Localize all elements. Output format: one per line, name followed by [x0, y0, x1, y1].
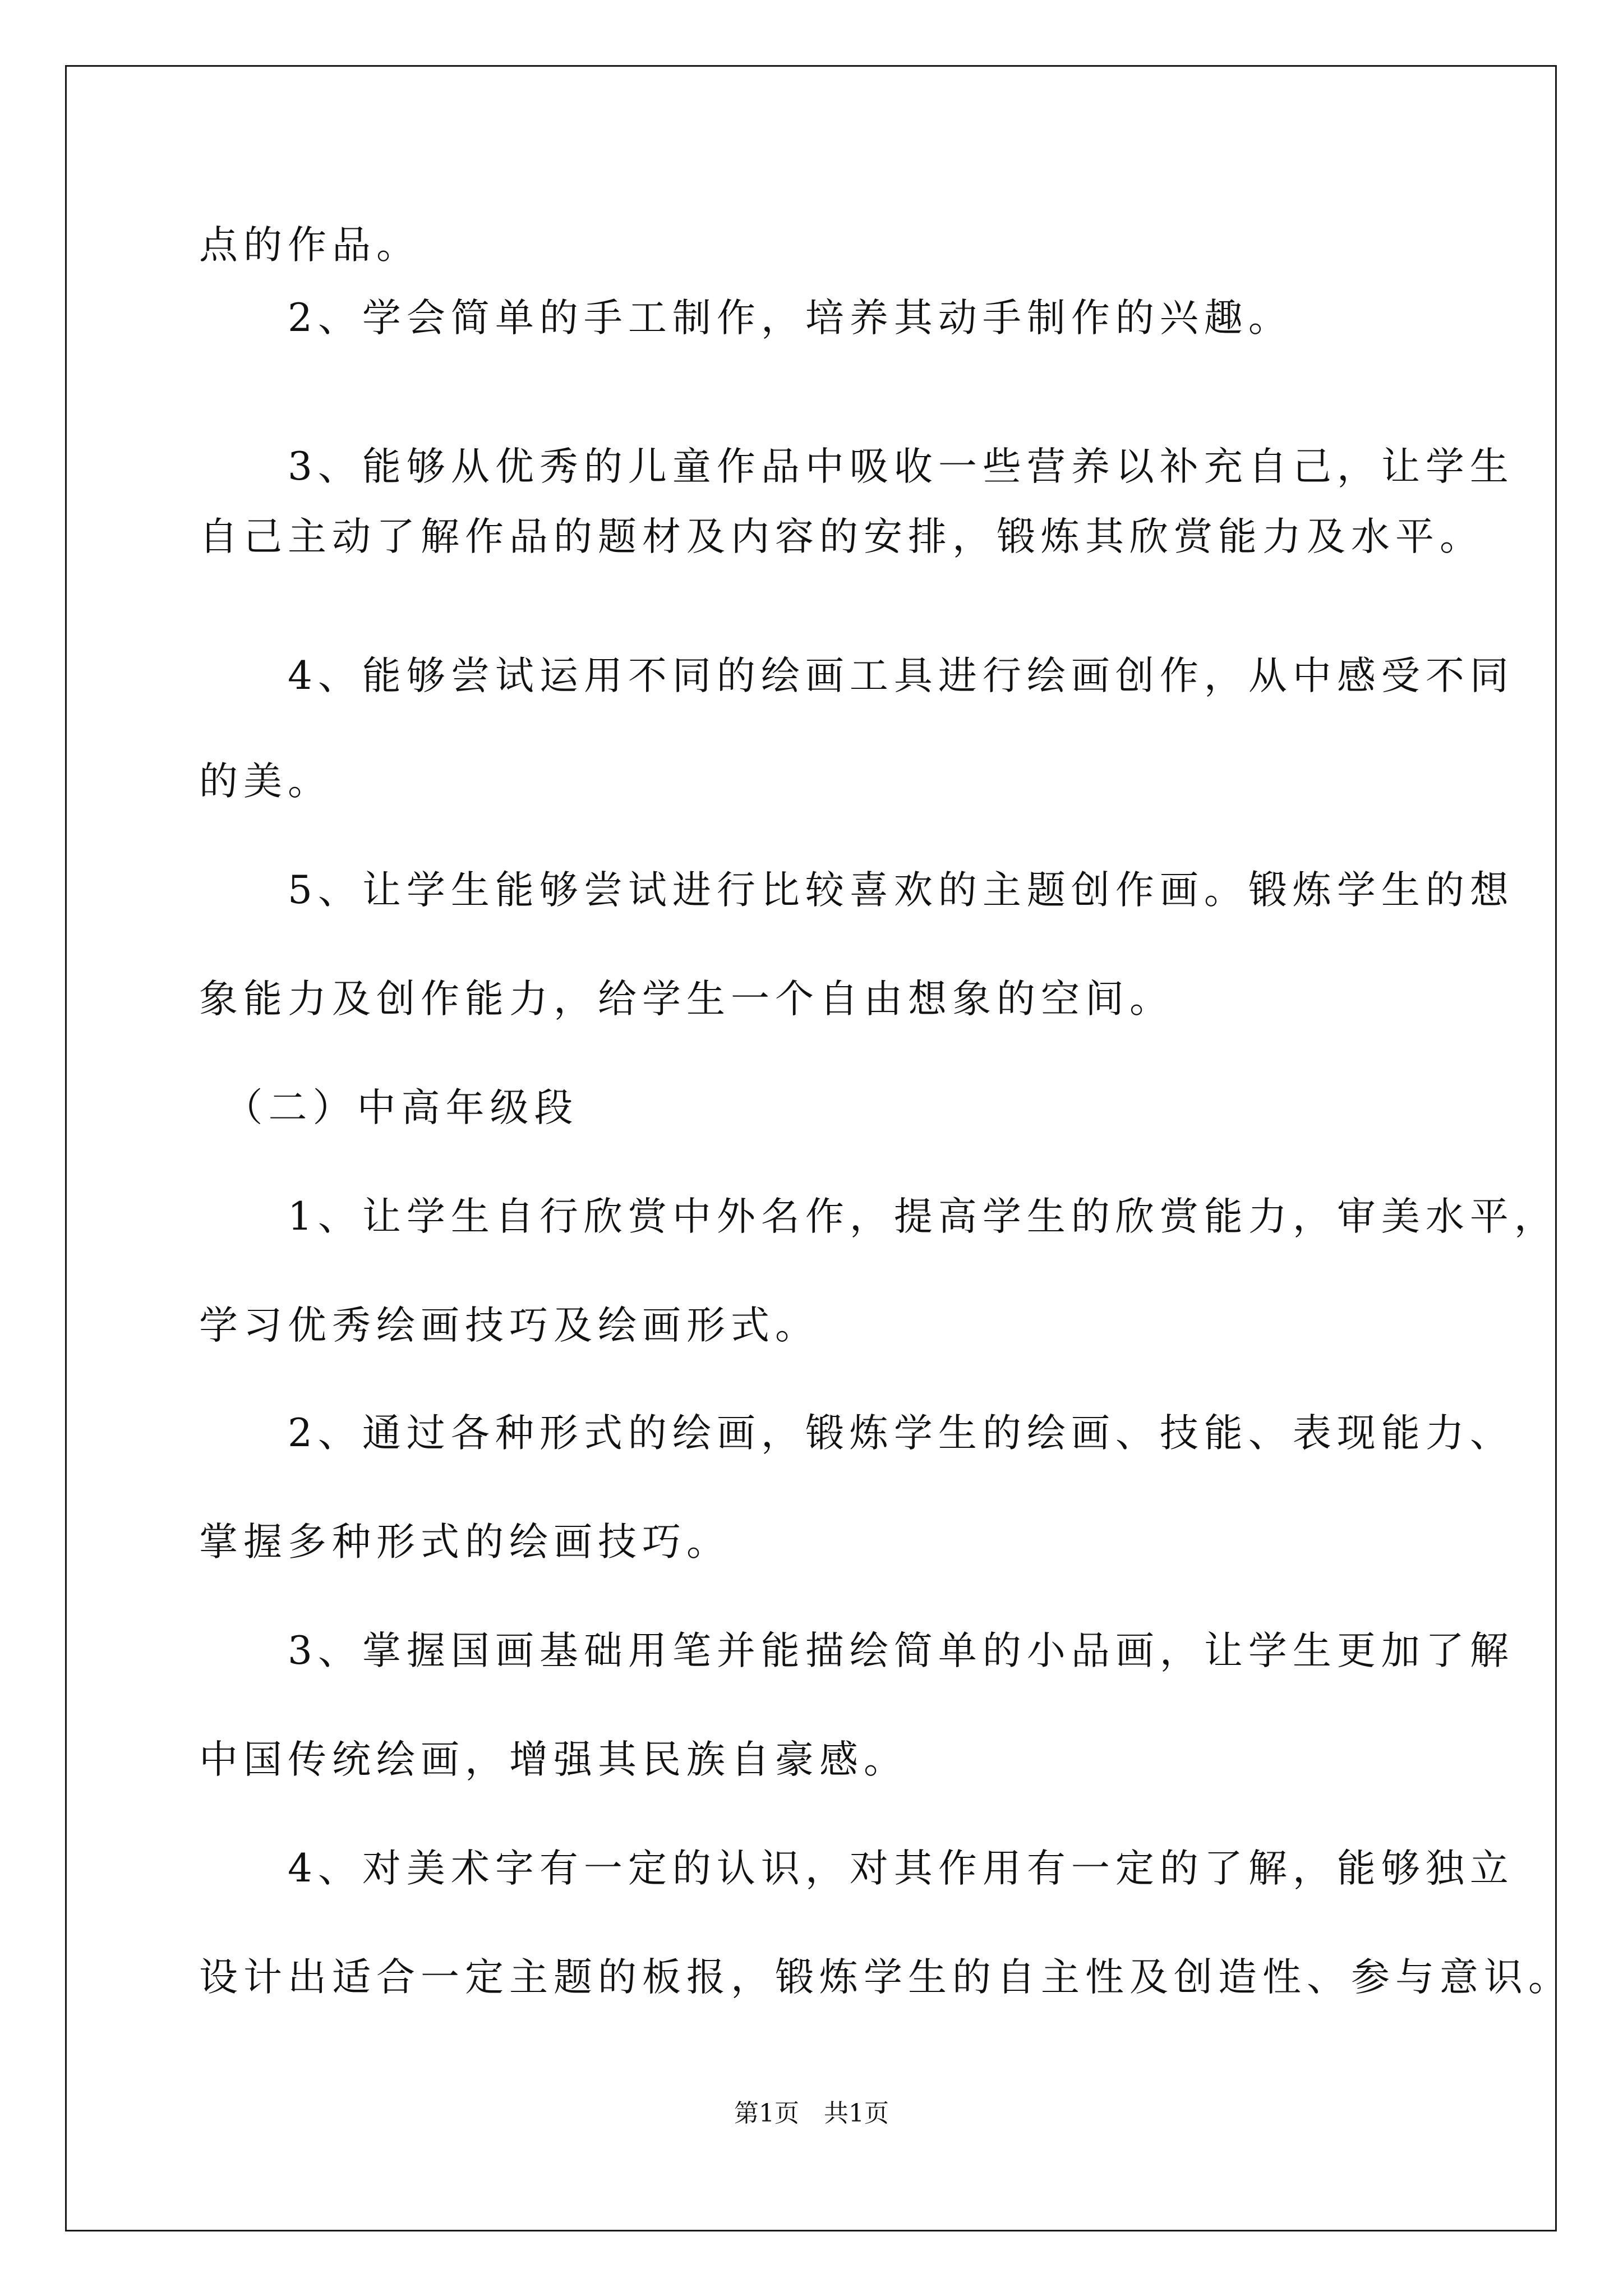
section-heading: （二）中高年级段 — [199, 1085, 579, 1130]
body-text-line: 4、能够尝试运用不同的绘画工具进行绘画创作，从中感受不同 — [199, 654, 1514, 698]
body-text-line: 1、让学生自行欣赏中外名作，提高学生的欣赏能力，审美水平， — [199, 1194, 1559, 1239]
body-text-line: 学习优秀绘画技巧及绘画形式。 — [199, 1303, 819, 1348]
body-text-line: 自己主动了解作品的题材及内容的安排，锻炼其欣赏能力及水平。 — [199, 514, 1484, 559]
body-text-line: 4、对美术字有一定的认识，对其作用有一定的了解，能够独立 — [199, 1846, 1514, 1891]
body-text-line: 点的作品。 — [199, 223, 421, 268]
body-text-line: 2、学会简单的手工制作，培养其动手制作的兴趣。 — [199, 296, 1293, 341]
body-text-line: 2、通过各种形式的绘画，锻炼学生的绘画、技能、表现能力、 — [199, 1411, 1514, 1456]
body-text-line: 3、掌握国画基础用笔并能描绘简单的小品画，让学生更加了解 — [199, 1628, 1514, 1673]
body-text-line: 中国传统绘画，增强其民族自豪感。 — [199, 1737, 908, 1782]
page-border — [65, 65, 1557, 2231]
body-text-line: 设计出适合一定主题的板报，锻炼学生的自主性及创造性、参与意识。 — [199, 1955, 1573, 2000]
page-number-footer: 第1页 共1页 — [734, 2099, 889, 2128]
body-text-line: 掌握多种形式的绘画技巧。 — [199, 1520, 731, 1565]
body-text-line: 5、让学生能够尝试进行比较喜欢的主题创作画。锻炼学生的想 — [199, 868, 1514, 913]
body-text-line: 3、能够从优秀的儿童作品中吸收一些营养以补充自己，让学生 — [199, 444, 1514, 489]
body-text-line: 象能力及创作能力，给学生一个自由想象的空间。 — [199, 977, 1174, 1022]
body-text-line: 的美。 — [199, 759, 332, 804]
